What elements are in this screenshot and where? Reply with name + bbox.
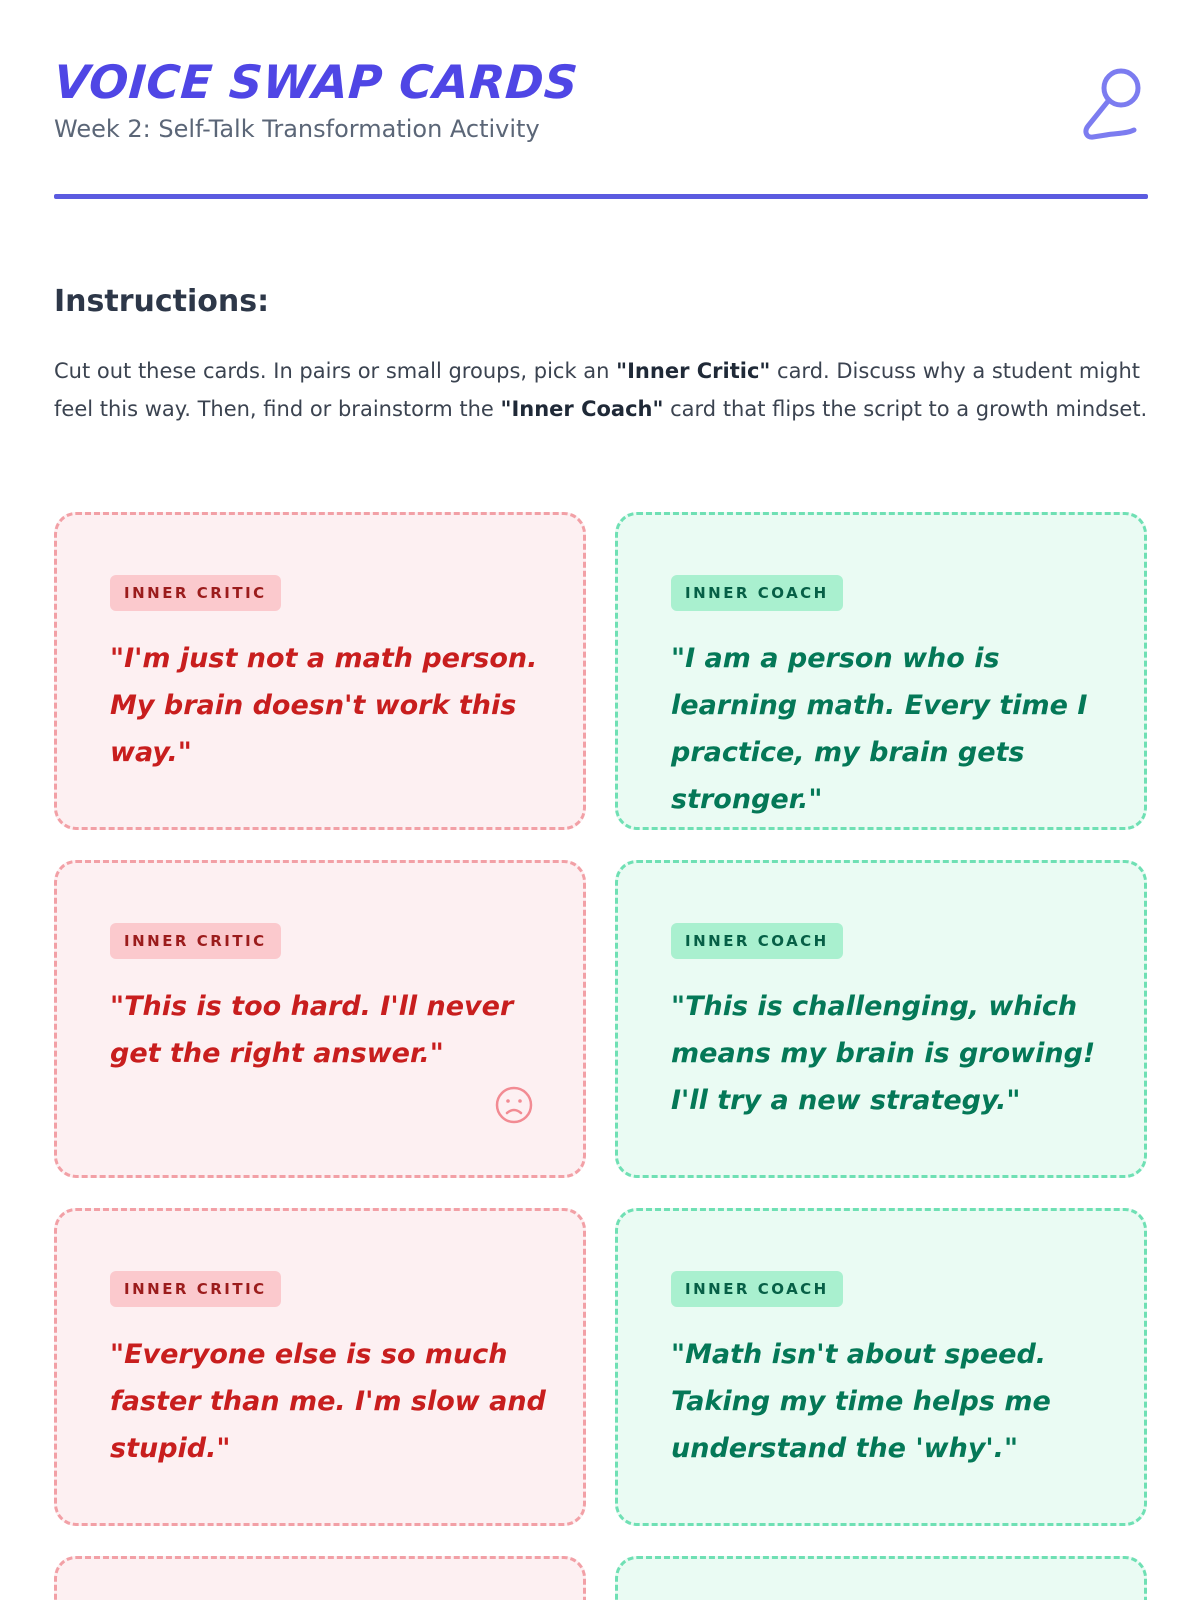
inner-critic-card-partial — [54, 1556, 586, 1600]
instructions-part2: card. Discuss why a student might feel this way. Then, find or brainstorm the — [54, 359, 1140, 421]
inner-coach-badge: INNER COACH — [671, 575, 843, 611]
inner-coach-card — [615, 1208, 1147, 1526]
inner-coach-badge: INNER COACH — [671, 1271, 843, 1307]
instructions-critic-term: "Inner Critic" — [616, 359, 771, 383]
instructions-coach-term: "Inner Coach" — [500, 397, 664, 421]
inner-coach-quote: "I am a person who is learning math. Every time I practice, my brain gets stronger." — [671, 643, 1088, 815]
inner-critic-quote: "Everyone else is so much faster than me. I'm slow and stupid." — [110, 1339, 546, 1464]
microphone-icon — [1076, 64, 1148, 144]
inner-critic-card — [54, 512, 586, 830]
instructions-part3: card that flips the script to a growth mindset. — [663, 397, 1148, 421]
inner-coach-quote: "This is challenging, which means my brain is growing! I'll try a new strategy." — [671, 991, 1096, 1116]
header — [54, 54, 1148, 144]
instructions-text — [54, 352, 1154, 428]
inner-critic-quote: "I'm just not a math person. My brain doesn't work this way." — [110, 643, 538, 768]
inner-critic-badge: INNER CRITIC — [110, 575, 281, 611]
instructions-heading: Instructions: — [54, 284, 270, 319]
inner-coach-card — [615, 860, 1147, 1178]
inner-critic-quote: "This is too hard. I'll never get the right answer." — [110, 991, 514, 1069]
inner-critic-badge: INNER CRITIC — [110, 923, 281, 959]
sad-face-icon — [494, 1085, 534, 1125]
instructions-part1: Cut out these cards. In pairs or small groups, pick an — [54, 359, 617, 383]
inner-coach-quote: "Math isn't about speed. Taking my time helps me understand the 'why'." — [671, 1339, 1051, 1464]
inner-critic-card — [54, 1208, 586, 1526]
page-subtitle: Week 2: Self-Talk Transformation Activity — [54, 115, 540, 143]
inner-critic-badge: INNER CRITIC — [110, 1271, 281, 1307]
inner-coach-badge: INNER COACH — [671, 923, 843, 959]
inner-coach-card-partial — [615, 1556, 1147, 1600]
inner-coach-card — [615, 512, 1147, 830]
page-title: VOICE SWAP CARDS — [52, 55, 580, 109]
header-divider — [54, 194, 1148, 199]
inner-critic-card — [54, 860, 586, 1178]
